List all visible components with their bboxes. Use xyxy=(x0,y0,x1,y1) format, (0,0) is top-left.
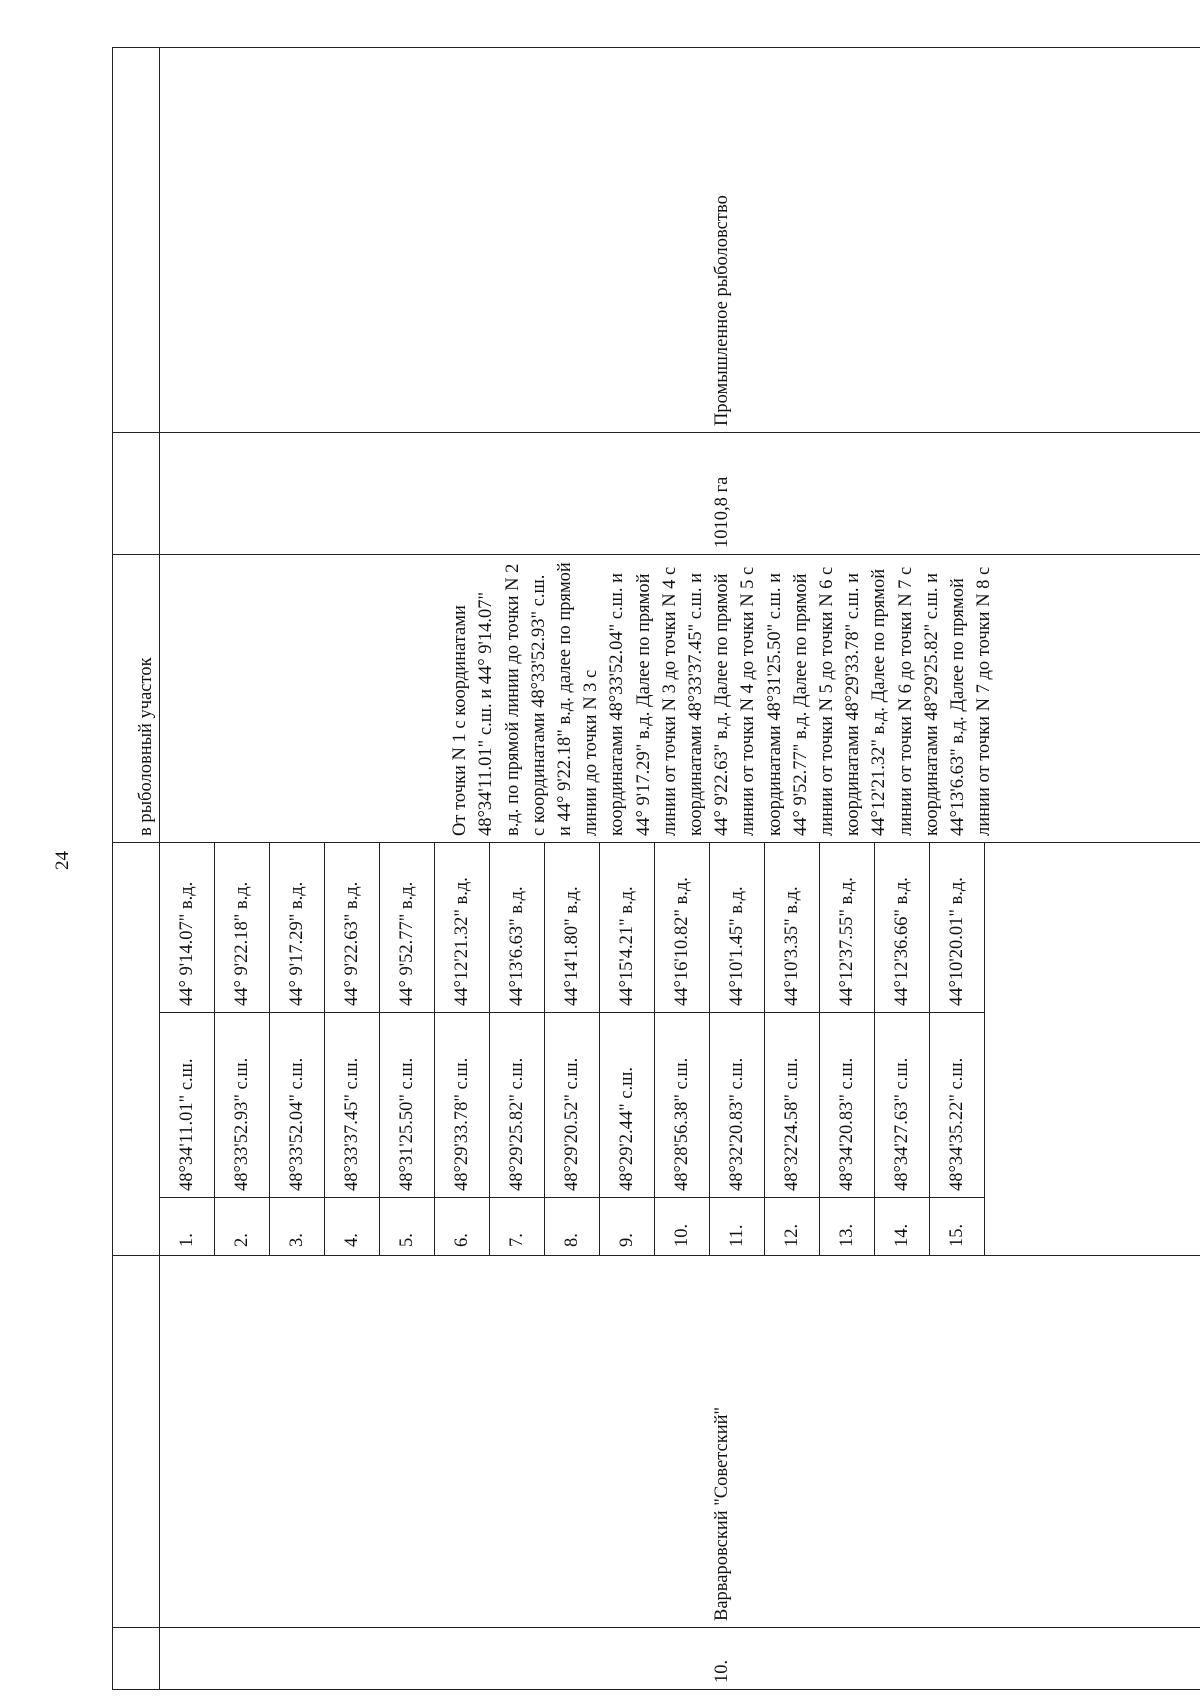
longitude-cell: 44° 9'17.29" в.д. xyxy=(270,842,325,1012)
point-number-cell: 7. xyxy=(490,1198,545,1256)
header-cell-purpose xyxy=(113,47,160,432)
longitude-cell: 44° 9'52.77" в.д. xyxy=(380,842,435,1012)
area-size-cell: 1010,8 га xyxy=(160,432,1200,554)
point-number-cell: 3. xyxy=(270,1198,325,1256)
longitude-cell: 44° 9'22.63" в.д. xyxy=(325,842,380,1012)
latitude-cell: 48°31'25.50" с.ш. xyxy=(380,1013,435,1198)
latitude-cell: 48°33'52.93" с.ш. xyxy=(215,1013,270,1198)
latitude-cell: 48°32'24.58" с.ш. xyxy=(765,1013,820,1198)
longitude-cell: 44°10'1.45" в.д. xyxy=(710,842,765,1012)
longitude-cell: 44°15'4.21" в.д. xyxy=(600,842,655,1012)
header-cell-name xyxy=(113,1256,160,1628)
point-number-cell: 12. xyxy=(765,1198,820,1256)
longitude-cell: 44°10'3.35" в.д. xyxy=(765,842,820,1012)
point-number-cell: 9. xyxy=(600,1198,655,1256)
table-body xyxy=(113,47,1200,1689)
latitude-cell: 48°33'52.04" с.ш. xyxy=(270,1013,325,1198)
point-number-cell: 5. xyxy=(380,1198,435,1256)
page-number: 24 xyxy=(52,851,73,870)
header-cell-area xyxy=(113,432,160,554)
fishing-areas-table xyxy=(112,47,1200,1690)
point-number-cell: 2. xyxy=(215,1198,270,1256)
point-number-cell: 13. xyxy=(820,1198,875,1256)
rotated-page-content xyxy=(112,48,1154,1690)
latitude-cell: 48°29'25.82" с.ш. xyxy=(490,1013,545,1198)
point-number-cell: 11. xyxy=(710,1198,765,1256)
latitude-cell: 48°32'20.83" с.ш. xyxy=(710,1013,765,1198)
boundary-description-text: От точки N 1 с координатами 48°34'11.01" с.ш. и 44° 9'14.07" в.д. по прямой линии до точки N 2 с координатами 48°33'52.93" с.ш. и 44° 9'22.18" в.д. далее по прямой линии до точки N 3 с координатами 48°33'52.04" с.ш. и 44° 9'17.29" в.д. Далее по прямой линии от точки N 3 до точки N 4 с координатами 48°33'37.45" с.ш. и 44° 9'22.63" в.д. Далее по прямой линии от точки N 4 до точки N 5 с координатами 48°31'25.50" с.ш. и 44° 9'52.77" в.д. Далее по прямой линии от точки N 5 до точки N 6 с координатами 48°29'33.78" с.ш. и 44°12'21.32" в.д. Далее по прямой линии от точки N 6 до точки N 7 с координатами 48°29'25.82" с.ш. и 44°13'6.63" в.д. Далее по прямой линии от точки N 7 до точки N 8 с xyxy=(450,562,995,836)
longitude-cell: 44° 9'14.07" в.д. xyxy=(160,842,215,1012)
latitude-cell: 48°28'56.38" с.ш. xyxy=(655,1013,710,1198)
point-number-cell: 14. xyxy=(875,1198,930,1256)
header-cell-coordinates xyxy=(113,842,160,1255)
point-number-cell: 6. xyxy=(435,1198,490,1256)
latitude-cell: 48°29'33.78" с.ш. xyxy=(435,1013,490,1198)
point-number-cell: 1. xyxy=(160,1198,215,1256)
header-cell-number xyxy=(113,1628,160,1690)
filler-cell xyxy=(985,842,1200,1255)
longitude-cell: 44°12'37.55" в.д. xyxy=(820,842,875,1012)
longitude-cell: 44°14'1.80" в.д. xyxy=(545,842,600,1012)
longitude-cell: 44°10'20.01" в.д. xyxy=(930,842,985,1012)
latitude-cell: 48°34'27.63" с.ш. xyxy=(875,1013,930,1198)
latitude-cell: 48°29'20.52" с.ш. xyxy=(545,1013,600,1198)
area-name-cell: Варваровский "Советский" xyxy=(160,1256,1200,1628)
latitude-cell: 48°34'35.22" с.ш. xyxy=(930,1013,985,1198)
description-column-header-text: в рыболовный участок xyxy=(136,657,156,836)
table-header-continuation-row xyxy=(113,47,160,1689)
point-number-cell: 8. xyxy=(545,1198,600,1256)
boundary-description-cell xyxy=(160,554,1200,842)
longitude-cell: 44°12'21.32" в.д. xyxy=(435,842,490,1012)
longitude-cell: 44°13'6.63" в.д. xyxy=(490,842,545,1012)
row-number-cell: 10. xyxy=(160,1628,1200,1690)
point-number-cell: 4. xyxy=(325,1198,380,1256)
longitude-cell: 44° 9'22.18" в.д. xyxy=(215,842,270,1012)
latitude-cell: 48°34'11.01" с.ш. xyxy=(160,1013,215,1198)
coordinate-row xyxy=(160,47,215,1689)
point-number-cell: 10. xyxy=(655,1198,710,1256)
header-cell-description xyxy=(113,554,160,842)
purpose-cell: Промышленное рыболовство xyxy=(160,47,1200,432)
longitude-cell: 44°16'10.82" в.д. xyxy=(655,842,710,1012)
longitude-cell: 44°12'36.66" в.д. xyxy=(875,842,930,1012)
latitude-cell: 48°34'20.83" с.ш. xyxy=(820,1013,875,1198)
point-number-cell: 15. xyxy=(930,1198,985,1256)
latitude-cell: 48°33'37.45" с.ш. xyxy=(325,1013,380,1198)
latitude-cell: 48°29'2.44" с.ш. xyxy=(600,1013,655,1198)
